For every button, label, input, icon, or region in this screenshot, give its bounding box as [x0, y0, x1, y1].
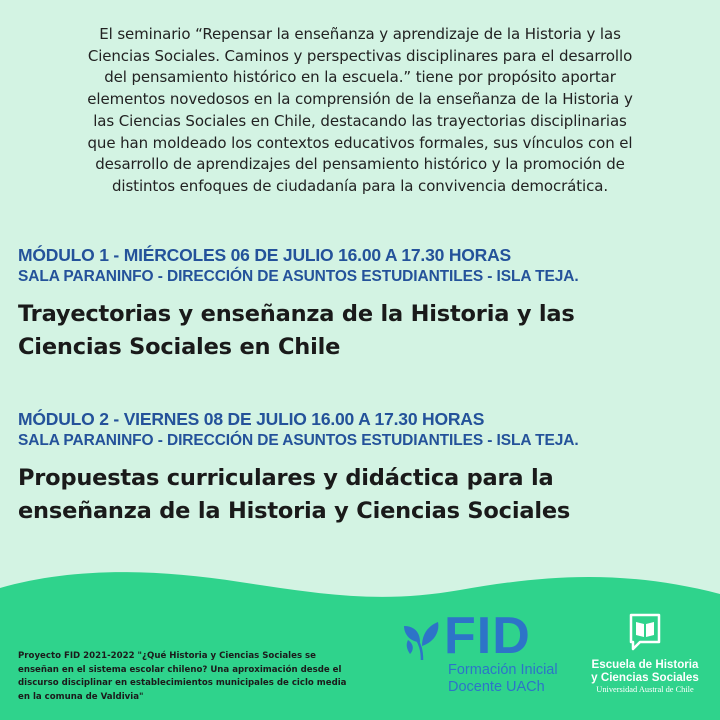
- intro-paragraph: [20, 24, 700, 198]
- module-1-header: MÓDULO 1 - MIÉRCOLES 06 DE JULIO 16.00 A 17.30 HORAS: [18, 245, 512, 265]
- module-1: [18, 245, 708, 364]
- escuela-name-line: y Ciencias Sociales: [591, 671, 699, 684]
- intro-line: Ciencias Sociales. Caminos y perspectivas disciplinares para el desarrollo: [87, 46, 633, 65]
- project-description: [18, 650, 383, 704]
- university-name: Universidad Austral de Chile: [596, 685, 694, 694]
- fid-wordmark: FID: [444, 607, 531, 665]
- intro-line: que han moldeado los contextos educativos formales, sus vínculos con el: [87, 133, 633, 152]
- intro-line: elementos novedosos en la comprensión de la enseñanza de la Historia y: [87, 90, 633, 109]
- project-line: Proyecto FID 2021-2022 "¿Qué Historia y Ciencias Sociales se: [18, 651, 316, 661]
- fid-subtitle-line: Docente UACh: [448, 679, 545, 695]
- intro-line: El seminario “Repensar la enseñanza y aprendizaje de la Historia y las: [99, 25, 621, 43]
- module-1-venue: SALA PARANINFO - DIRECCIÓN DE ASUNTOS ESTUDIANTILES - ISLA TEJA.: [18, 268, 579, 285]
- project-line: discurso disciplinar en establecimientos municipales de ciclo media: [18, 678, 347, 688]
- leaf-icon: [400, 616, 444, 664]
- book-icon: [628, 612, 662, 652]
- intro-line: las Ciencias Sociales en Chile, destacando las trayectorias disciplinarias: [93, 111, 627, 130]
- fid-logo: [400, 607, 580, 712]
- module-1-title-line: Ciencias Sociales en Chile: [18, 334, 341, 360]
- intro-line: desarrollo de aprendizajes del pensamiento histórico y la promoción de: [95, 155, 625, 174]
- intro-line: del pensamiento histórico en la escuela.” tiene por propósito aportar: [104, 68, 616, 87]
- module-2: [18, 409, 708, 528]
- module-2-header: MÓDULO 2 - VIERNES 08 DE JULIO 16.00 A 17.30 HORAS: [18, 409, 485, 429]
- escuela-name: [580, 658, 710, 684]
- module-1-title-line: Trayectorias y enseñanza de la Historia y las: [18, 301, 575, 327]
- module-2-title: [18, 462, 708, 528]
- module-2-title-line: Propuestas curriculares y didáctica para la: [18, 465, 554, 491]
- fid-subtitle: [448, 662, 578, 696]
- module-1-title: [18, 298, 708, 364]
- project-line: enseñan en el sistema escolar chileno? Una aproximación desde el: [18, 664, 342, 675]
- project-line: en la comuna de Valdivia": [18, 691, 144, 702]
- module-2-venue: SALA PARANINFO - DIRECCIÓN DE ASUNTOS ESTUDIANTILES - ISLA TEJA.: [18, 432, 579, 449]
- escuela-logo: [580, 612, 710, 712]
- intro-line: distintos enfoques de ciudadanía para la convivencia democrática.: [111, 176, 609, 195]
- escuela-name-line: Escuela de Historia: [591, 658, 699, 671]
- fid-subtitle-line: Formación Inicial: [448, 662, 558, 678]
- module-2-title-line: enseñanza de la Historia y Ciencias Sociales: [18, 498, 571, 524]
